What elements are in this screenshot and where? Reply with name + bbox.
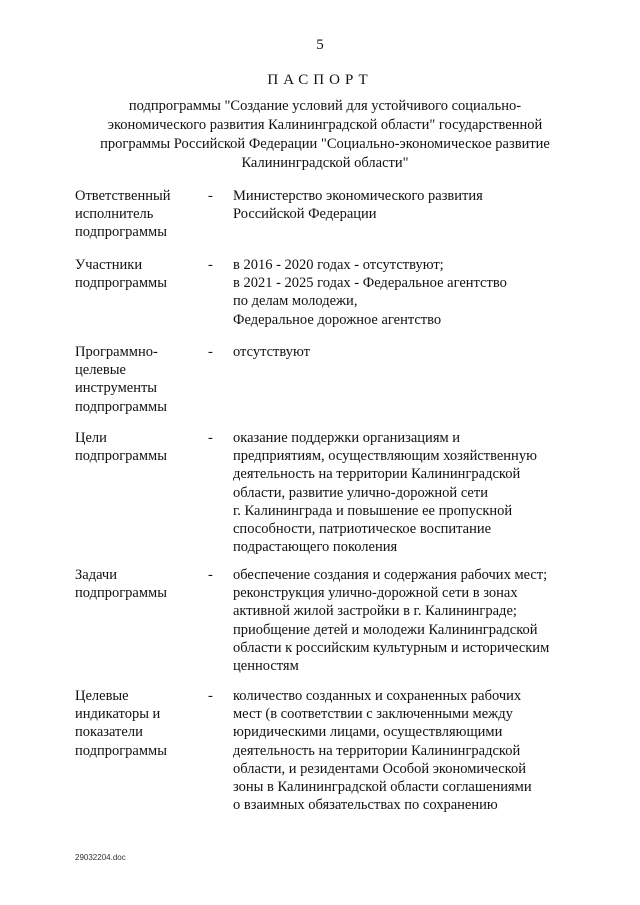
page-number: 5: [316, 37, 324, 53]
label-line: целевые: [75, 362, 126, 379]
content-line: предприятиям, осуществляющим хозяйственную: [233, 448, 537, 465]
content-line: способности, патриотическое воспитание: [233, 521, 492, 538]
row-dash: -: [208, 188, 213, 204]
label-line: подпрограммы: [75, 224, 167, 241]
content-line: зоны в Калининградской области соглашениями: [233, 779, 532, 796]
document-subtitle: [60, 97, 590, 173]
content-line: Российской Федерации: [233, 206, 377, 223]
subtitle-line: программы Российской Федерации "Социально-экономическое развитие: [100, 136, 550, 152]
content-line: ценностям: [233, 658, 299, 675]
content-line: г. Калининграда и повышение ее пропускной: [233, 502, 513, 519]
subtitle-line: Калининградской области": [241, 155, 409, 171]
label-line: подпрограммы: [75, 585, 167, 602]
row-content: [233, 187, 573, 223]
row-dash: -: [208, 257, 213, 273]
content-line: в 2016 - 2020 годах - отсутствуют;: [233, 257, 444, 273]
content-line: мест (в соответствии с заключенными между: [233, 706, 513, 723]
label-line: подпрограммы: [75, 275, 167, 292]
subtitle-line: подпрограммы "Создание условий для устойчивого социально-: [128, 98, 522, 114]
row-content: [233, 343, 573, 361]
label-line: индикаторы и: [75, 706, 161, 723]
row-label: [75, 187, 205, 242]
content-line: реконструкция улично-дорожной сети в зонах: [233, 585, 518, 602]
label-line: исполнитель: [75, 206, 154, 223]
row-label: [75, 687, 205, 760]
document-title: ПАСПОРТ: [267, 72, 373, 88]
document-filename: 29032204.doc: [75, 853, 126, 862]
content-line: количество созданных и сохраненных рабочих: [233, 688, 522, 704]
content-line: области к российским культурным и историческим: [233, 639, 550, 656]
content-line: области, развитие улично-дорожной сети: [233, 484, 488, 501]
label-line: Задачи: [75, 567, 117, 583]
label-line: Ответственный: [75, 188, 171, 204]
label-line: подпрограммы: [75, 398, 167, 415]
row-content: [233, 256, 573, 329]
content-line: приобщение детей и молодежи Калининградской: [233, 621, 538, 638]
label-line: инструменты: [75, 380, 158, 397]
row-dash: -: [208, 567, 213, 583]
content-line: отсутствуют: [233, 344, 310, 360]
subtitle-line: экономического развития Калининградской области" государственной: [107, 117, 543, 133]
content-line: деятельность на территории Калининградской: [233, 742, 521, 759]
content-line: обеспечение создания и содержания рабочих мест;: [233, 567, 548, 583]
row-content: [233, 429, 573, 556]
row-content: [233, 566, 573, 675]
label-line: подпрограммы: [75, 448, 167, 465]
content-line: оказание поддержки организациям и: [233, 430, 461, 446]
content-line: подрастающего поколения: [233, 539, 398, 556]
row-content: [233, 687, 573, 814]
content-line: по делам молодежи,: [233, 293, 358, 310]
content-line: активной жилой застройки в г. Калининграде;: [233, 603, 517, 620]
content-line: Министерство экономического развития: [233, 188, 483, 204]
content-line: в 2021 - 2025 годах - Федеральное агентство: [233, 275, 507, 292]
row-label: [75, 429, 205, 465]
label-line: Цели: [75, 430, 107, 446]
label-line: Целевые: [75, 688, 129, 704]
content-line: Федеральное дорожное агентство: [233, 311, 442, 328]
row-dash: -: [208, 344, 213, 360]
label-line: подпрограммы: [75, 742, 167, 759]
label-line: Программно-: [75, 344, 158, 360]
label-line: показатели: [75, 724, 143, 741]
content-line: деятельность на территории Калининградской: [233, 466, 521, 483]
content-line: о взаимных обязательствах по сохранению: [233, 797, 498, 814]
row-label: [75, 343, 205, 416]
row-dash: -: [208, 688, 213, 704]
row-dash: -: [208, 430, 213, 446]
content-line: юридическими лицами, осуществляющими: [233, 724, 503, 741]
row-label: [75, 256, 205, 292]
row-label: [75, 566, 205, 602]
content-line: области, и резидентами Особой экономической: [233, 760, 527, 777]
label-line: Участники: [75, 257, 143, 273]
